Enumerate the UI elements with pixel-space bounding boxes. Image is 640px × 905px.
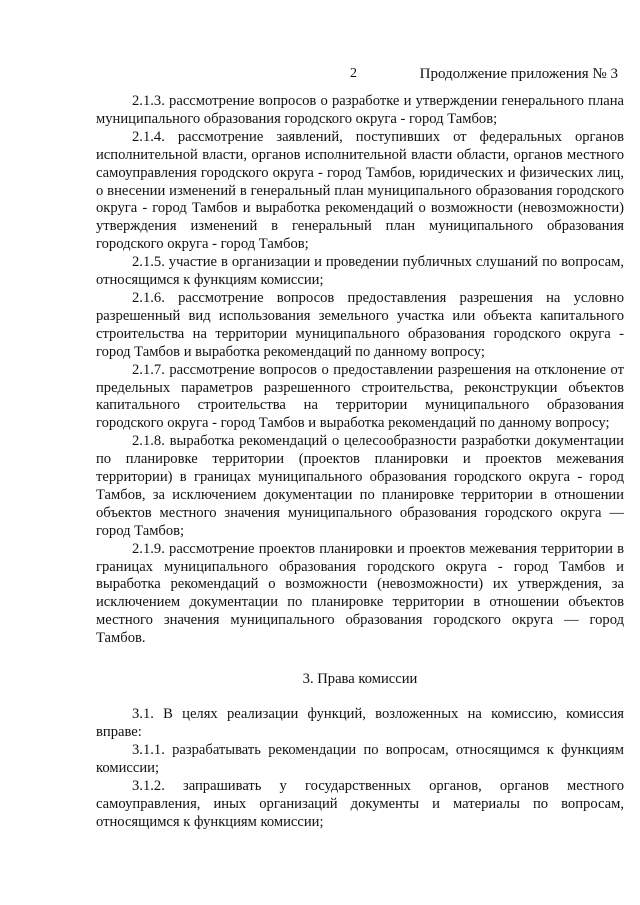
page-number: 2 (350, 66, 357, 81)
section-heading: 3. Права комиссии (302, 671, 418, 688)
clause-2-1-5: 2.1.5. участие в организации и проведении публичных слушаний по вопросам, относящимся к функциям комиссии; (96, 254, 624, 289)
page-header (0, 66, 640, 86)
clause-2-1-3: 2.1.3. рассмотрение вопросов о разработке и утверждении генерального плана муниципального образования городского округа - город Тамбов; (96, 93, 624, 127)
document-body (96, 93, 624, 831)
clause-3-1-2: 3.1.2. запрашивать у государственных органов, органов местного самоуправления, иных организаций документы и материалы по вопросам, относящимся к функциям комиссии; (96, 777, 624, 830)
clause-3-1: 3.1. В целях реализации функций, возложенных на комиссию, комиссия вправе: (96, 706, 624, 740)
clause-3-1-1: 3.1.1. разрабатывать рекомендации по вопросам, относящимся к функциям комиссии; (96, 741, 624, 776)
clause-2-1-6: 2.1.6. рассмотрение вопросов предоставления разрешения на условно разрешенный вид использования земельного участка или объекта капитального строительства на территории муниципального образования городского округа - город Тамбов и выработка рекомендаций по данному вопросу; (96, 289, 624, 360)
clause-2-1-9: 2.1.9. рассмотрение проектов планировки и проектов межевания территории в границах муниципального образования городского округа - город Тамбов и выработка рекомендаций о возможности (невозможности) их утверждения, за исключением документации по планировке территории в отношении объектов местного значения муниципального образования городского округа — город Тамбов. (96, 540, 624, 647)
clause-2-1-7: 2.1.7. рассмотрение вопросов о предоставлении разрешения на отклонение от предельных параметров разрешенного строительства, реконструкции объектов капитального строительства на территории муниципального образования городского округа - город Тамбов и выработка рекомендаций по данному вопросу; (96, 361, 624, 432)
clause-2-1-4: 2.1.4. рассмотрение заявлений, поступивших от федеральных органов исполнительной власти, органов исполнительной власти области, органов местного самоуправления городского округа - город Тамбов, юридических и физических лиц, о внесении изменений в генеральный план муниципального образования городского округа - город Тамбов и выработка рекомендаций о возможности (невозможности) утверждения изменений в генеральный план муниципального образования городского округа - город Тамбов; (96, 128, 624, 253)
appendix-continuation-note: Продолжение приложения № 3 (419, 66, 618, 82)
clause-2-1-8: 2.1.8. выработка рекомендаций о целесообразности разработки документации по планировке территории (проектов планировки и проектов межевания территории) в границах муниципального образования городского округа - город Тамбов, за исключением документации по планировке территории в отношении объектов местного значения муниципального образования городского округа — город Тамбов; (96, 433, 624, 539)
